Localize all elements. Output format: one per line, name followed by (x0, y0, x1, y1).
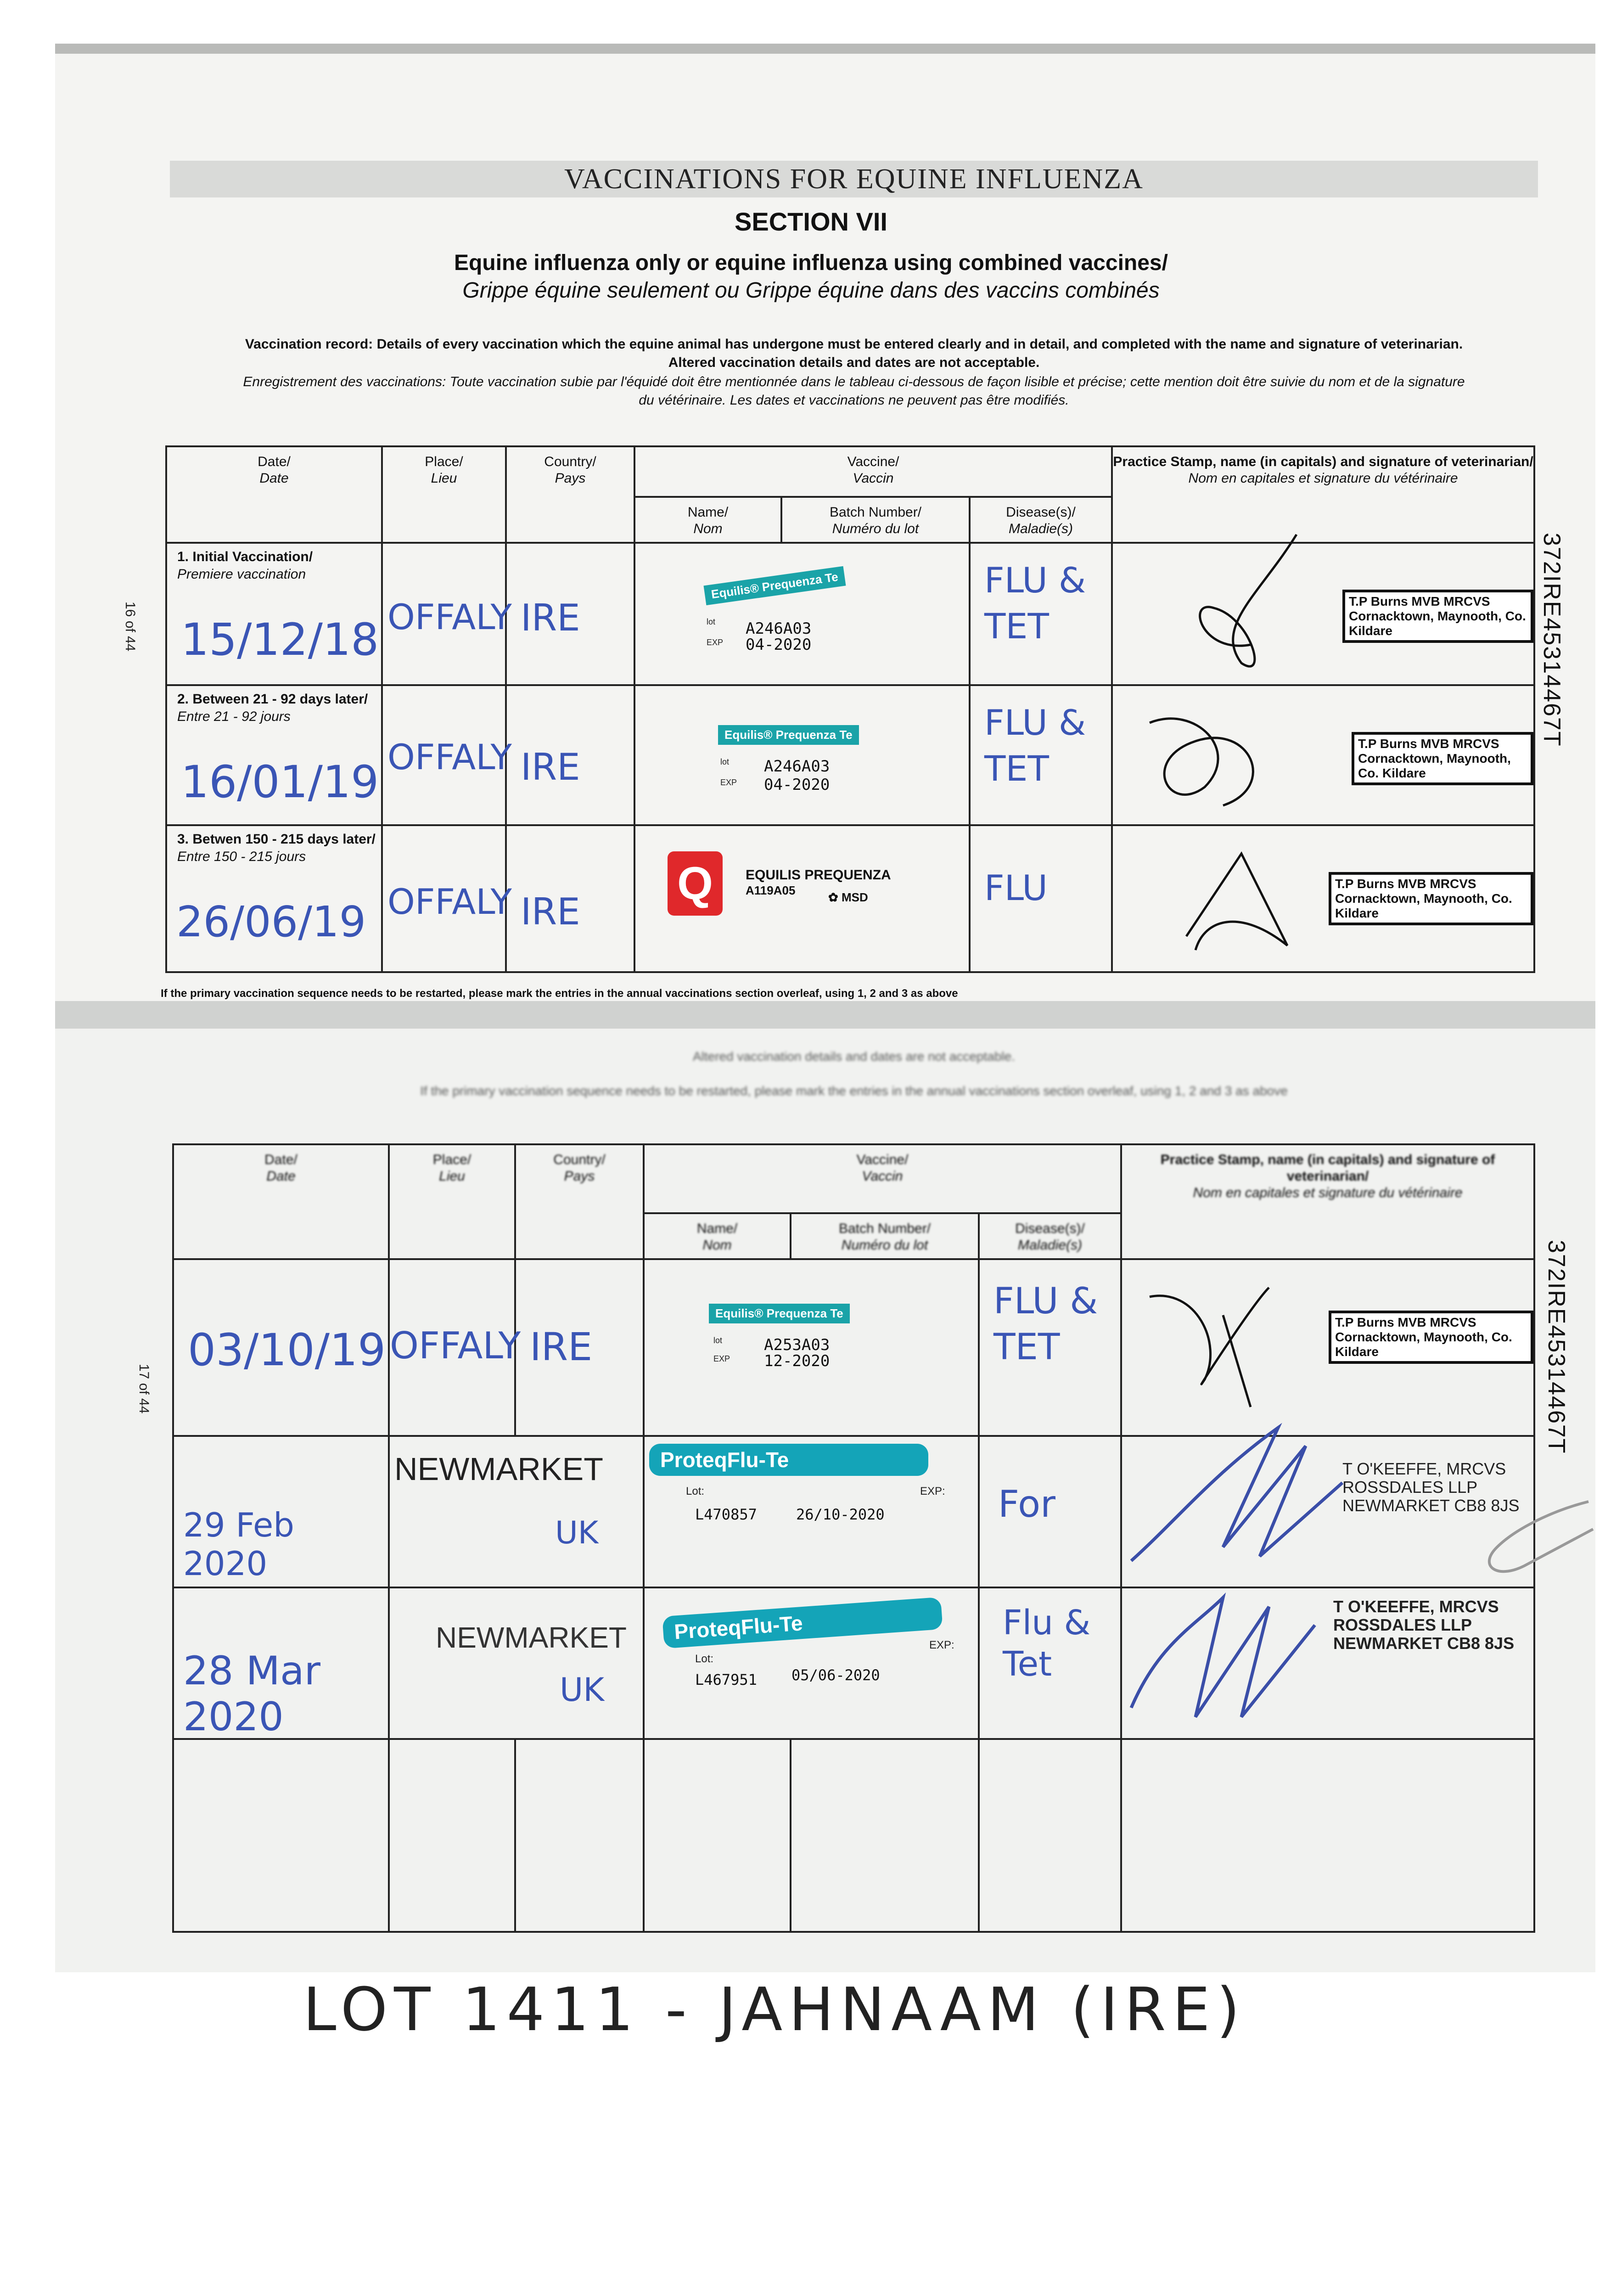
vet-signature-icon (1150, 826, 1315, 964)
note-en-line2: Altered vaccination details and dates are not acceptable. (668, 355, 1040, 370)
place-stamp: NEWMARKET (394, 1451, 603, 1487)
header-name: Name/ Nom (644, 1213, 791, 1259)
place-cell: OFFALY (382, 685, 506, 825)
note-fr-line1: Enregistrement des vaccinations: Toute vaccination subie par l'équidé doit être mentionnée dans le tableau ci-dessous de façon lisible et précise; cette mention doit être suivie du nom et de la signature (243, 374, 1465, 389)
place-cell: OFFALY (382, 825, 506, 972)
expiry: 04-2020 (746, 636, 812, 654)
table-row (173, 1739, 1534, 1932)
vet-name-stamp: T O'KEEFFE, MRCVS ROSSDALES LLP NEWMARKET CB8 8JS (1333, 1597, 1515, 1653)
place-country-cell (389, 1436, 644, 1587)
vaccine-sticker-cell: ProteqFlu-Te Lot: EXP: L467951 05/06-2020 (644, 1587, 979, 1739)
header-stamp: Practice Stamp, name (in capitals) and signature of veterinarian/ Nom en capitales et signature du vétérinaire (1121, 1144, 1534, 1259)
vaccine-sticker-cell: Equilis® Prequenza Te lot A246A03 EXP 04-2020 (634, 685, 970, 825)
header-batch: Batch Number/ Numéro du lot (781, 497, 970, 543)
stamp-cell (1112, 825, 1534, 972)
place-cell: OFFALY (382, 543, 506, 685)
primary-vaccination-table (165, 445, 1535, 973)
place-country-cell (389, 1587, 644, 1739)
country-value: UK (560, 1671, 605, 1709)
header-date: Date/ Date (166, 446, 382, 543)
paper-clip-icon (1460, 1492, 1598, 1584)
disease-cell (979, 1739, 1121, 1932)
annual-vaccination-table (172, 1143, 1535, 1933)
date-value: 03/10/19 (188, 1324, 386, 1376)
date-value: 15/12/18 (181, 614, 379, 665)
vaccine-sticker: ProteqFlu-Te (649, 1444, 928, 1476)
header-disease: Disease(s)/ Maladie(s) (970, 497, 1112, 543)
disease-cell: FLU & TET (979, 1259, 1121, 1436)
date-cell: 2. Between 21 - 92 days later/ Entre 21 - 92 jours 16/01/19 (166, 685, 382, 825)
header-date: Date/ Date (173, 1144, 389, 1259)
expiry: 12-2020 (764, 1352, 830, 1370)
blurred-note-2: If the primary vaccination sequence needs to be restarted, please mark the entries in the annual vaccinations section overleaf, using 1, 2 and 3 as above (420, 1084, 1288, 1098)
section-title: SECTION VII (735, 207, 887, 236)
vaccine-sticker-cell: ProteqFlu-Te Lot: EXP: L470857 26/10-2020 (644, 1436, 979, 1587)
disease-cell: Flu & Tet (979, 1587, 1121, 1739)
disease-cell: For (979, 1436, 1121, 1587)
msd-q-logo-icon: Q (668, 851, 723, 916)
disease-cell: FLU & TET (970, 685, 1112, 825)
date-cell (173, 1739, 389, 1932)
country-cell: IRE (506, 543, 634, 685)
date-cell: 3. Betwen 150 - 215 days later/ Entre 150 - 215 jours 26/06/19 (166, 825, 382, 972)
table-row (166, 825, 1534, 972)
practice-stamp: T.P Burns MVB MRCVS Cornacktown, Maynooth, Co. Kildare (1329, 872, 1533, 925)
passport-id-bottom: 372IRE45314467T (1543, 1240, 1570, 1454)
stamp-cell (1112, 685, 1534, 825)
place-cell (389, 1739, 515, 1932)
header-place: Place/ Lieu (389, 1144, 515, 1259)
batch-number: A253A03 (764, 1336, 830, 1354)
table-row (173, 1436, 1534, 1587)
lot-note: LOT 1411 - JAHNAAM (IRE) (303, 1975, 1246, 2044)
vaccine-name: EQUILIS PREQUENZA (746, 867, 891, 883)
batch-cell (791, 1739, 979, 1932)
vet-name-stamp: T O'KEEFFE, MRCVS ROSSDALES LLP NEWMARKET CB8 8JS (1342, 1459, 1520, 1515)
practice-stamp: T.P Burns MVB MRCVS Cornacktown, Maynooth, Co. Kildare (1352, 732, 1533, 785)
country-cell (515, 1739, 644, 1932)
subtitle-en: Equine influenza only or equine influenza using combined vaccines/ (454, 251, 1168, 275)
header-country: Country/ Pays (515, 1144, 644, 1259)
vaccine-sticker-cell: Equilis® Prequenza Te lot A246A03 EXP 04-2020 (634, 543, 970, 685)
header-country: Country/ Pays (506, 446, 634, 543)
place-stamp: NEWMARKET (436, 1621, 627, 1654)
header-batch: Batch Number/ Numéro du lot (791, 1213, 979, 1259)
name-cell (644, 1739, 791, 1932)
stamp-cell (1121, 1587, 1534, 1739)
disease-cell: FLU & TET (970, 543, 1112, 685)
date-value: 16/01/19 (181, 756, 379, 808)
restart-note: If the primary vaccination sequence needs to be restarted, please mark the entries in the annual vaccinations section overleaf, using 1, 2 and 3 as above (161, 987, 958, 1000)
date-cell (173, 1259, 389, 1436)
expiry: 05/06-2020 (791, 1666, 880, 1684)
country-value: UK (555, 1515, 599, 1551)
disease-cell: FLU (970, 825, 1112, 972)
expiry: 26/10-2020 (796, 1506, 885, 1523)
msd-logo-icon: ✿ MSD (828, 890, 868, 904)
batch-number: L467951 (695, 1671, 757, 1688)
table-row (173, 1587, 1534, 1739)
batch-number: A119A05 (746, 884, 796, 897)
date-value: 26/06/19 (176, 897, 366, 946)
vet-signature-icon (1122, 695, 1333, 824)
vet-signature-icon (1131, 1269, 1329, 1425)
country-cell: IRE (515, 1259, 644, 1436)
date-value: 28 Mar 2020 (183, 1648, 321, 1740)
header-vaccine: Vaccine/ Vaccin (644, 1144, 1121, 1213)
band-title: VACCINATIONS FOR EQUINE INFLUENZA (170, 161, 1538, 197)
vet-signature-icon (1159, 525, 1352, 691)
date-cell: 1. Initial Vaccination/ Premiere vaccination 15/12/18 (166, 543, 382, 685)
note-en (174, 335, 1533, 372)
header-vaccine: Vaccine/ Vaccin (634, 446, 1112, 497)
date-cell (173, 1436, 389, 1587)
vet-signature-icon (1122, 1409, 1361, 1593)
batch-number: L470857 (695, 1506, 757, 1523)
batch-number: A246A03 (746, 619, 812, 638)
table-row (166, 685, 1534, 825)
page-number-top: 16 of 44 (123, 602, 138, 652)
place-cell: OFFALY (389, 1259, 515, 1436)
vaccine-sticker: ProteqFlu-Te (662, 1597, 943, 1649)
vaccine-sticker-cell: Equilis® Prequenza Te lot A253A03 EXP 12-2020 (644, 1259, 979, 1436)
vaccine-sticker: Equilis® Prequenza Te (718, 725, 859, 745)
passport-id-top: 372IRE45314467T (1538, 533, 1565, 747)
blurred-note-1: Altered vaccination details and dates are not acceptable. (692, 1049, 1015, 1064)
note-en-line1: Vaccination record: Details of every vaccination which the equine animal has undergone must be entered clearly and in detail, and completed with the name and signature of veterinarian. (245, 337, 1463, 352)
vaccine-sticker: Equilis® Prequenza Te (704, 566, 846, 605)
subtitle-fr: Grippe équine seulement ou Grippe équine dans des vaccins combinés (462, 278, 1160, 303)
header-stamp: Practice Stamp, name (in capitals) and signature of veterinarian/ Nom en capitales et signature du vétérinaire (1112, 446, 1534, 543)
vet-signature-icon (1122, 1570, 1333, 1735)
stamp-cell (1121, 1739, 1534, 1932)
batch-number: A246A03 (764, 757, 830, 776)
practice-stamp: T.P Burns MVB MRCVS Cornacktown, Maynooth, Co. Kildare (1342, 590, 1533, 643)
note-fr-line2: du vétérinaire. Les dates et vaccinations ne peuvent pas être modifiés. (639, 393, 1069, 408)
country-cell: IRE (506, 685, 634, 825)
page-number-bottom: 17 of 44 (136, 1364, 152, 1414)
vaccine-sticker: Equilis® Prequenza Te (709, 1304, 850, 1323)
expiry: 04-2020 (764, 776, 830, 794)
header-name: Name/ Nom (634, 497, 781, 543)
table-row (166, 543, 1534, 685)
note-fr (174, 373, 1533, 410)
practice-stamp: T.P Burns MVB MRCVS Cornacktown, Maynooth, Co. Kildare (1329, 1311, 1533, 1364)
vaccine-sticker-cell (634, 825, 970, 972)
date-value: 29 Feb 2020 (183, 1506, 294, 1583)
country-cell: IRE (506, 825, 634, 972)
stamp-cell (1112, 543, 1534, 685)
date-cell (173, 1587, 389, 1739)
header-place: Place/ Lieu (382, 446, 506, 543)
header-disease: Disease(s)/ Maladie(s) (979, 1213, 1121, 1259)
